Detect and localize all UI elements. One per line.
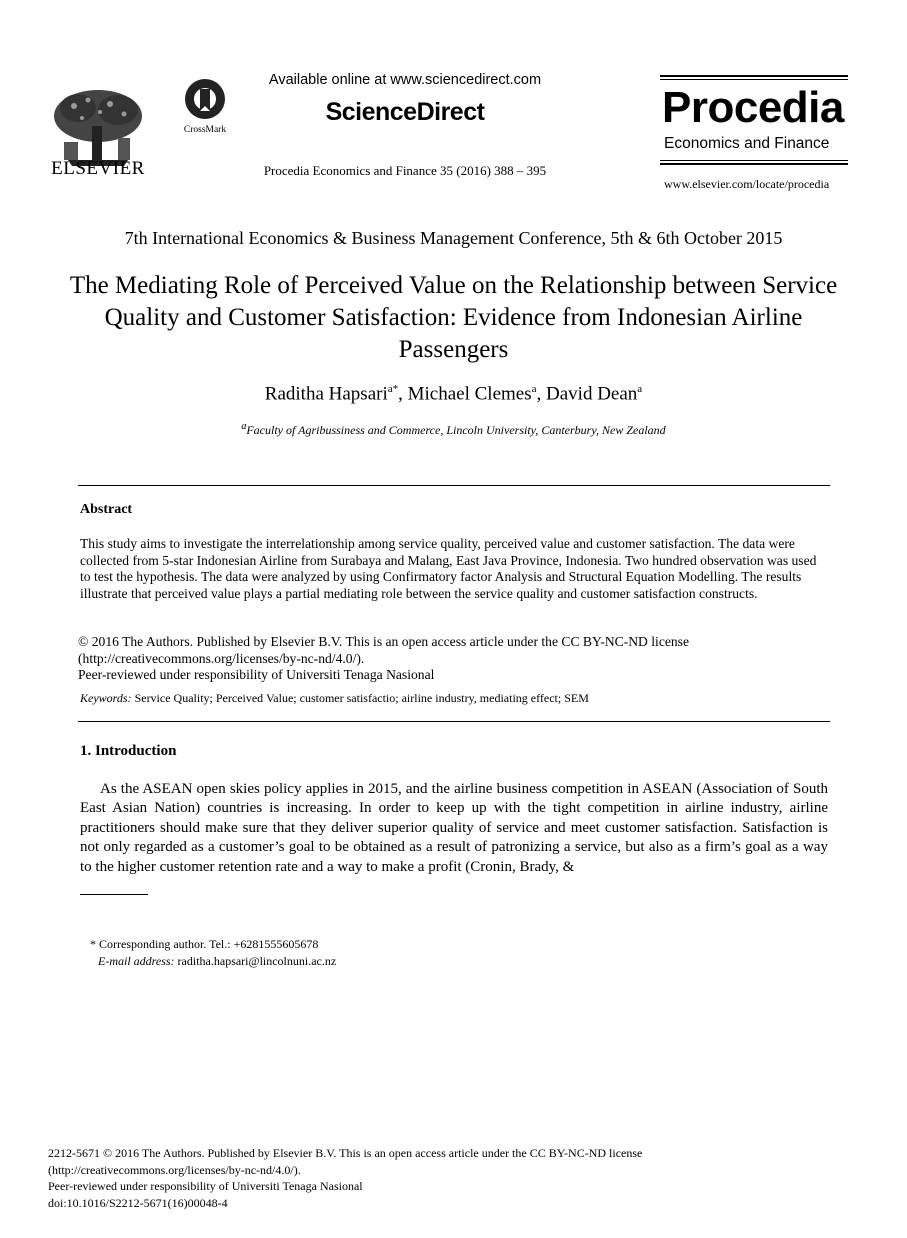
elsevier-wordmark: ELSEVIER	[51, 158, 145, 179]
crossmark-label: CrossMark	[183, 125, 227, 135]
email-note	[98, 954, 336, 969]
abstract-heading: Abstract	[80, 502, 133, 517]
crossmark-icon[interactable]	[176, 76, 234, 136]
author-name: David Dean	[546, 383, 638, 405]
article-title: The Mediating Role of Perceived Value on the Relationship between Service Quality and Customer Satisfaction: Evidence from Indonesian Airline Passengers	[69, 272, 838, 363]
author-affiliation-mark: a*	[387, 383, 399, 395]
author-name: Raditha Hapsari	[264, 383, 388, 405]
keywords-label: Keywords:	[80, 691, 132, 705]
available-online-text: Available online at www.sciencedirect.com	[268, 72, 542, 88]
footer-peer-review: Peer-reviewed under responsibility of Universiti Tenaga Nasional	[48, 1179, 363, 1194]
footer-license-line: 2212-5671 © 2016 The Authors. Published by Elsevier B.V. This is an open access article under the CC BY-NC-ND license	[48, 1146, 643, 1160]
license-block	[78, 634, 838, 684]
author-affiliation-mark: a	[637, 383, 643, 395]
introduction-paragraph: As the ASEAN open skies policy applies in 2015, and the airline business competition in ASEAN (Association of South East Asian Nation) countries is increasing. In order to keep up with the tight competition in airline industry, airline practitioners should make sure that they deliver superior quality of service and meet customer satisfaction. Satisfaction is not only regarded as a customer’s goal to be obtained as a result of patronizing a service, but also as a firm’s goal as a way to the higher customer retention rate and a way to make a profit (Cronin, Brady, &	[80, 781, 828, 875]
corresponding-author-note: * Corresponding author. Tel.: +6281555605678	[90, 937, 319, 951]
procedia-bottom-rule	[660, 160, 848, 166]
footnote-rule	[80, 894, 148, 895]
affiliation-text: Faculty of Agribussiness and Commerce, Lincoln University, Canterbury, New Zealand	[246, 423, 666, 437]
author-name: Michael Clemes	[407, 383, 532, 405]
license-link[interactable]: (http://creativecommons.org/licenses/by-nc-nd/4.0/).	[78, 650, 365, 666]
keywords-list: Service Quality; Perceived Value; customer satisfactio; airline industry, mediating effect; SEM	[134, 691, 589, 705]
procedia-subtitle: Economics and Finance	[664, 135, 830, 152]
license-line: © 2016 The Authors. Published by Elsevier B.V. This is an open access article under the CC BY-NC-ND license	[78, 634, 690, 649]
author-separator: ,	[536, 383, 547, 405]
abstract-top-rule	[78, 485, 830, 486]
affiliation	[60, 421, 847, 438]
author-affiliation-mark: a	[531, 383, 537, 395]
footer-doi[interactable]: doi:10.1016/S2212-5671(16)00048-4	[48, 1196, 228, 1211]
journal-reference: Procedia Economics and Finance 35 (2016) 388 – 395	[263, 163, 547, 178]
abstract-text: This study aims to investigate the interrelationship among service quality, perceived value and customer satisfaction. The data were collected from 5-star Indonesian Airline from Surabaya and Malang, East Java Province, Indonesia. Two hundred observation was used to test the hypothesis. The data were analyzed by using Confirmatory factor Analysis and Structural Equation Modelling. The results illustrate that perceived value plays a partial mediating role between the service quality and customer satisfaction constructs.	[80, 536, 817, 602]
procedia-url-link[interactable]: www.elsevier.com/locate/procedia	[664, 177, 830, 191]
affiliation-mark: a	[241, 421, 247, 432]
abstract-bottom-rule	[78, 721, 830, 722]
conference-line: 7th International Economics & Business Management Conference, 5th & 6th October 2015	[124, 228, 783, 248]
footer-license-link[interactable]: (http://creativecommons.org/licenses/by-nc-nd/4.0/).	[48, 1162, 301, 1177]
peer-review-line: Peer-reviewed under responsibility of Universiti Tenaga Nasional	[78, 667, 435, 682]
section-heading-introduction: 1. Introduction	[80, 743, 177, 759]
keywords	[80, 691, 840, 706]
author-list	[60, 383, 847, 405]
sciencedirect-logo: ScienceDirect	[325, 98, 485, 126]
email-address[interactable]: raditha.hapsari@lincolnuni.ac.nz	[177, 954, 337, 968]
page-footer	[48, 1145, 808, 1212]
author-separator: ,	[398, 383, 408, 405]
procedia-logo: Procedia	[662, 83, 844, 132]
email-label: E-mail address:	[98, 954, 175, 968]
